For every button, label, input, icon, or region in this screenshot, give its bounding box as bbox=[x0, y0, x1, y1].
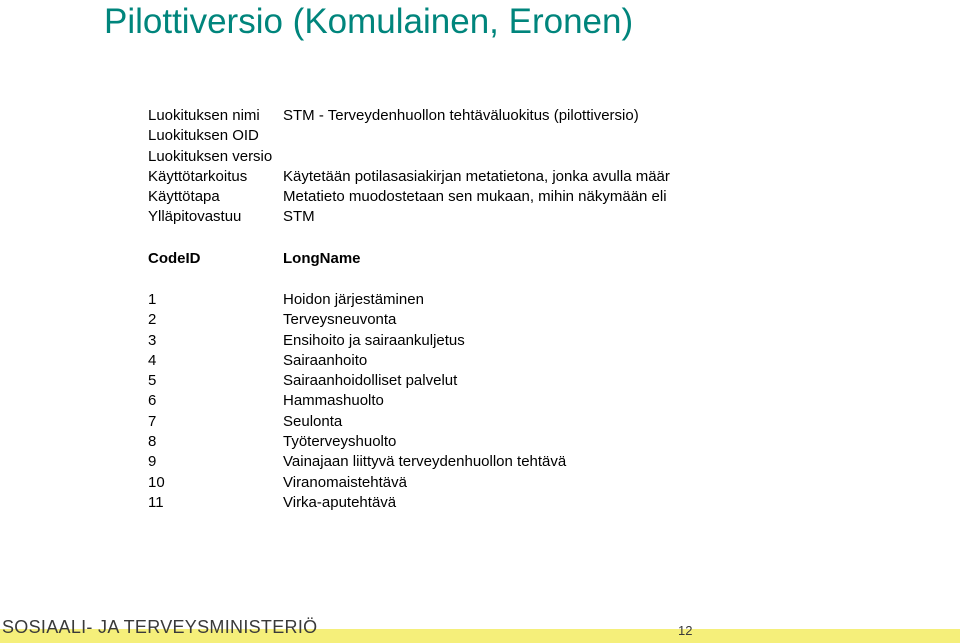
code-cell: 10 bbox=[148, 473, 165, 491]
metadata-value: STM bbox=[283, 208, 315, 226]
code-cell: 5 bbox=[148, 372, 157, 390]
code-cell: 11 bbox=[148, 493, 164, 511]
name-cell: Seulonta bbox=[283, 412, 343, 430]
metadata-label: Ylläpitovastuu bbox=[148, 208, 242, 226]
metadata-value: STM - Terveydenhuollon tehtäväluokitus (pilottiversio) bbox=[283, 107, 639, 124]
code-cell: 8 bbox=[148, 433, 157, 451]
name-cell: Hammashuolto bbox=[283, 392, 384, 410]
metadata-value: Metatieto muodostetaan sen mukaan, mihin näkymään eli bbox=[283, 188, 667, 206]
name-cell: Viranomaistehtävä bbox=[283, 473, 407, 491]
metadata-value: Käytetään potilasasiakirjan metatietona, jonka avulla määr bbox=[283, 167, 670, 185]
codeid-header: CodeID bbox=[148, 250, 201, 267]
name-cell: Hoidon järjestäminen bbox=[283, 291, 424, 308]
metadata-label: Käyttötarkoitus bbox=[148, 167, 248, 185]
name-cell: Sairaanhoidolliset palvelut bbox=[283, 372, 458, 390]
code-cell: 9 bbox=[148, 453, 157, 471]
code-cell: 6 bbox=[148, 392, 157, 410]
page-number: 12 bbox=[678, 623, 693, 638]
code-table-header bbox=[148, 249, 548, 269]
code-cell: 7 bbox=[148, 412, 157, 430]
name-cell: Terveysneuvonta bbox=[283, 311, 397, 329]
name-cell: Vainajaan liittyvä terveydenhuollon tehtävä bbox=[283, 453, 567, 471]
code-cell: 4 bbox=[148, 351, 157, 369]
code-cell: 1 bbox=[148, 291, 157, 308]
ministry-logo-text: SOSIAALI- JA TERVEYSMINISTERIÖ bbox=[2, 617, 318, 637]
name-cell: Ensihoito ja sairaankuljetus bbox=[283, 331, 465, 349]
metadata-label: Luokituksen nimi bbox=[148, 107, 260, 124]
longname-header: LongName bbox=[283, 250, 361, 267]
name-cell: Virka-aputehtävä bbox=[283, 493, 397, 511]
code-cell: 3 bbox=[148, 331, 157, 349]
slide-title: Pilottiversio (Komulainen, Eronen) bbox=[104, 2, 634, 41]
metadata-label: Käyttötapa bbox=[148, 188, 220, 206]
name-cell: Sairaanhoito bbox=[283, 351, 368, 369]
metadata-label: Luokituksen versio bbox=[148, 147, 273, 165]
name-cell: Työterveyshuolto bbox=[283, 433, 397, 451]
code-cell: 2 bbox=[148, 311, 157, 329]
metadata-label: Luokituksen OID bbox=[148, 127, 259, 145]
